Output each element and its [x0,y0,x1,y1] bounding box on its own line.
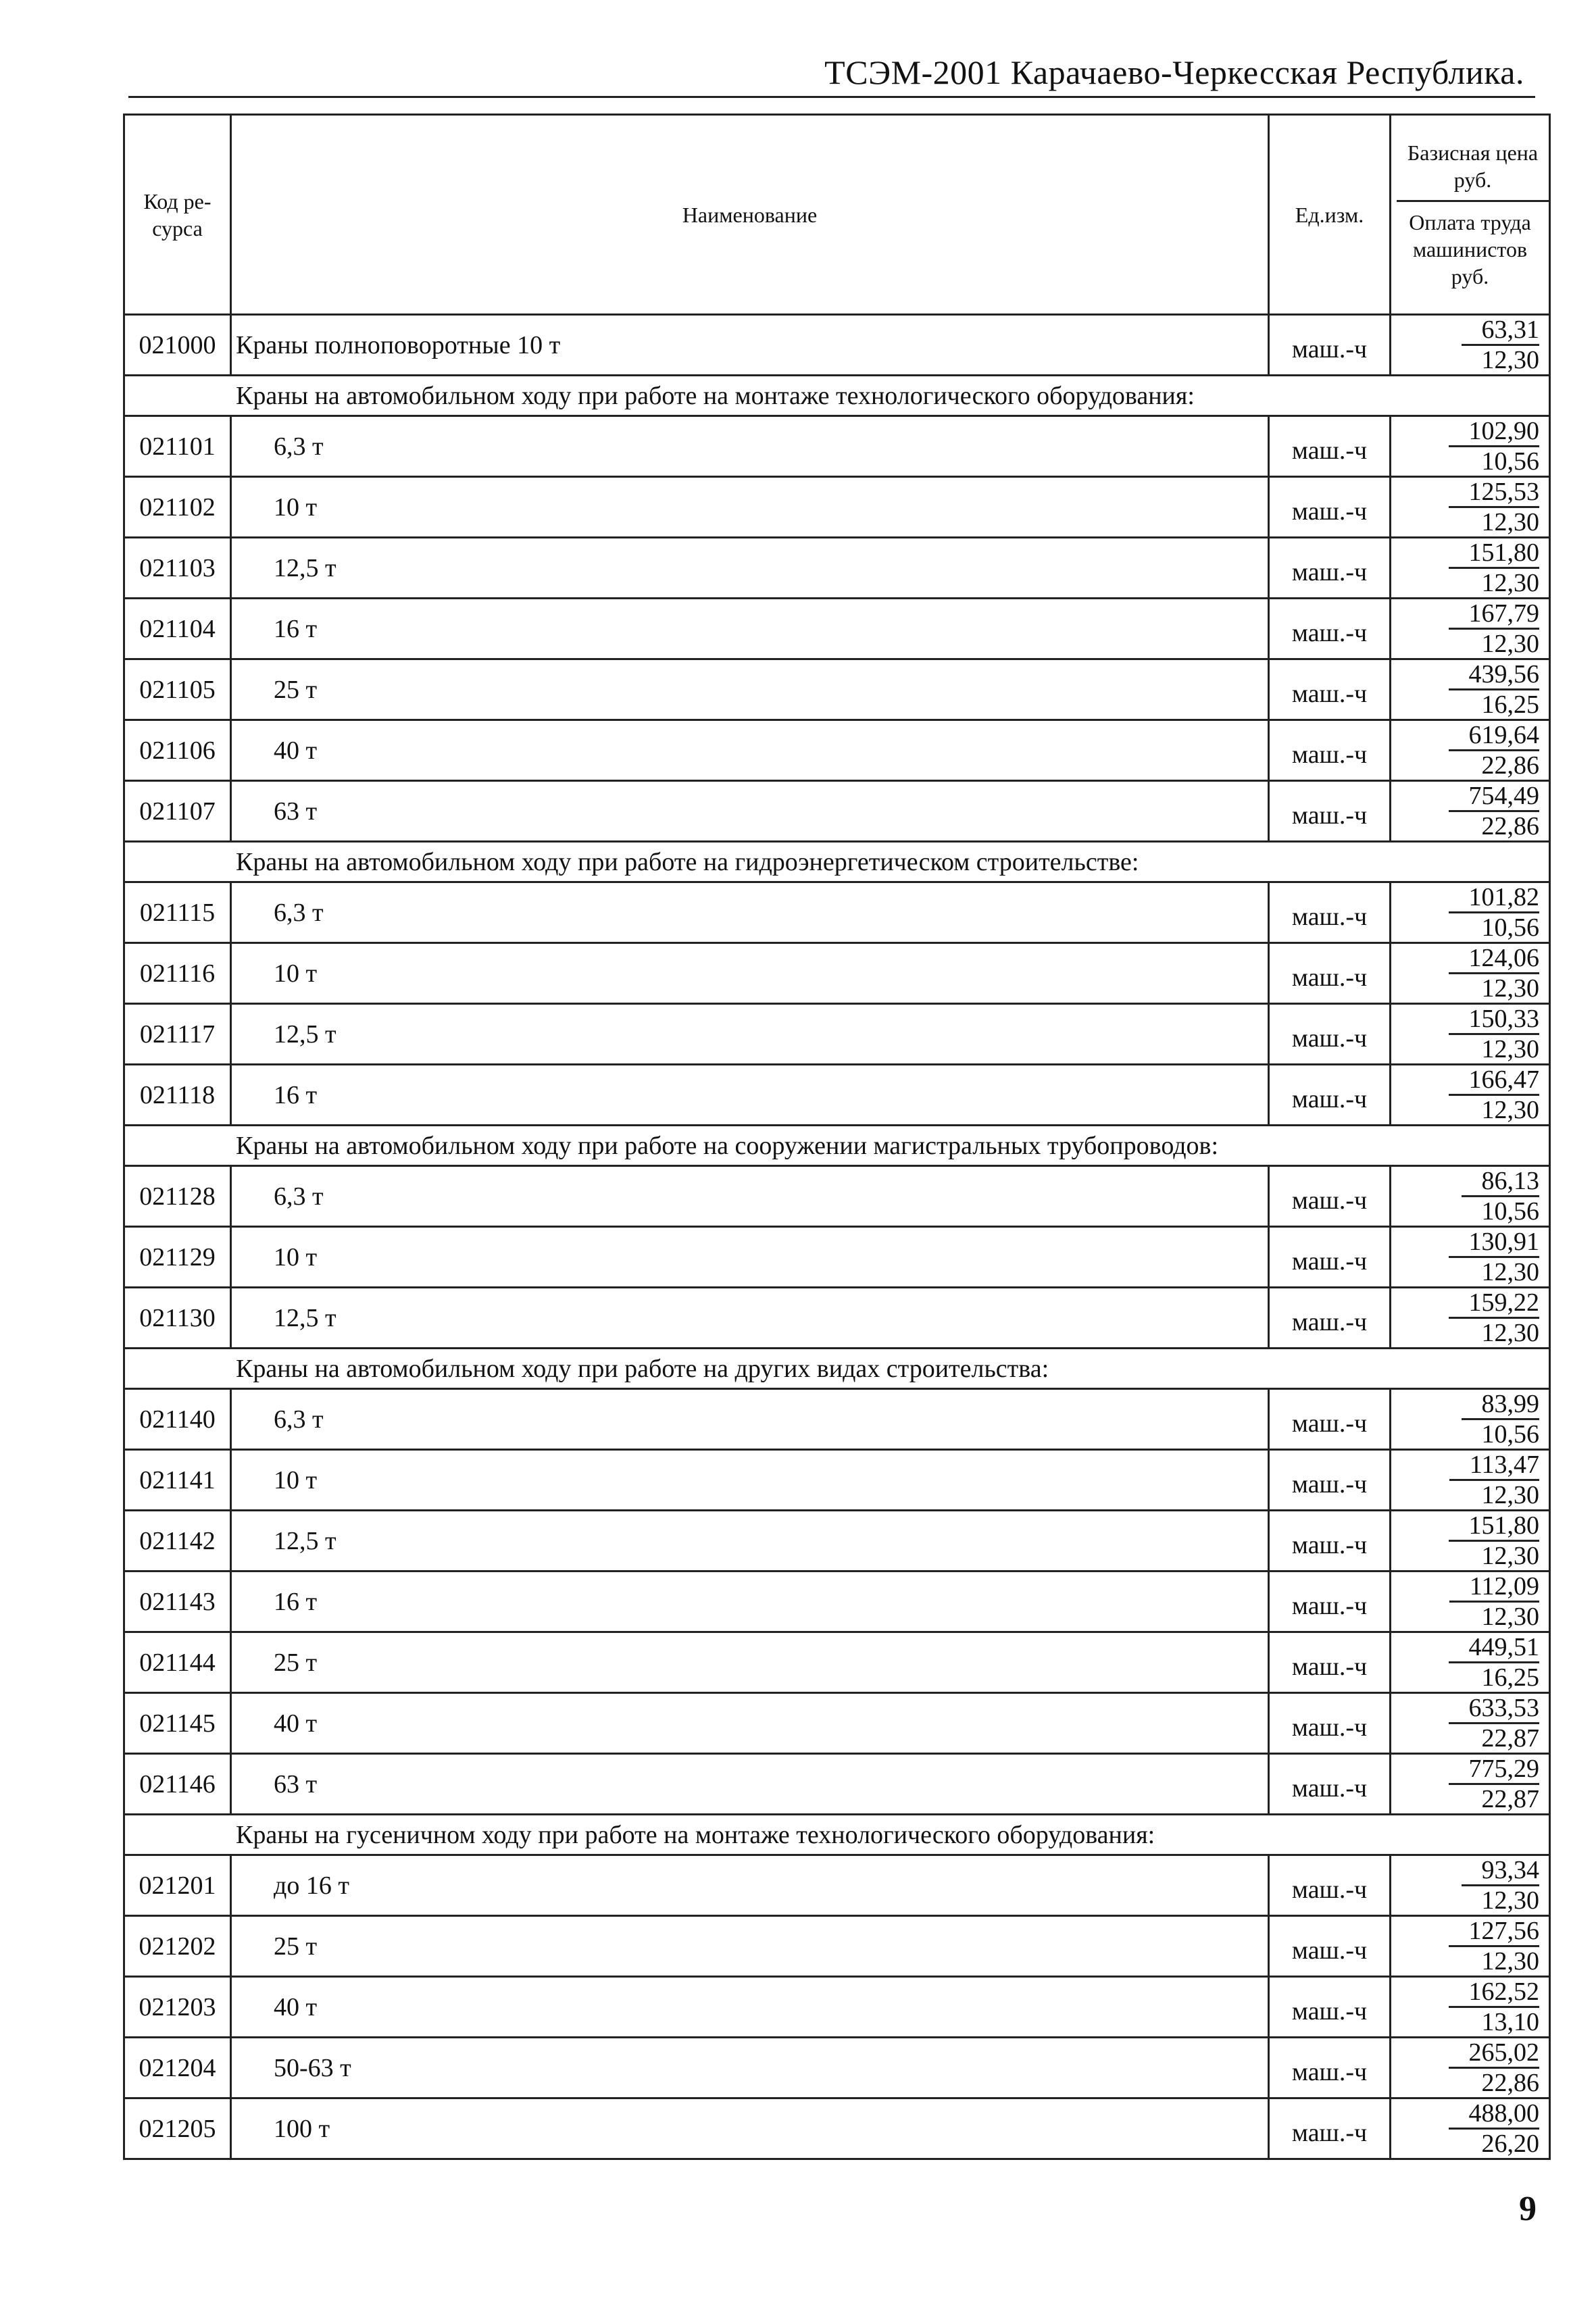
table-row [124,1227,1550,1288]
column-header-price [1391,115,1550,315]
column-header-code: Код ре-сурса [124,115,231,315]
unit-cell: маш.-ч [1269,1004,1391,1065]
section-heading-row [124,1349,1550,1389]
price-cell [1391,1632,1550,1693]
resource-name-cell: 40 т [231,1693,1269,1754]
resource-name-cell: 6,3 т [231,1389,1269,1450]
table-row [124,1916,1550,1977]
unit-cell: маш.-ч [1269,477,1391,538]
table-row [124,1288,1550,1349]
base-price-value: 439,56 [1449,660,1540,690]
resource-name-cell: 6,3 т [231,1166,1269,1227]
table-row [124,1389,1550,1450]
resource-name-cell: до 16 т [231,1855,1269,1916]
labor-price-value: 12,30 [1481,630,1539,658]
price-cell [1391,943,1550,1004]
resource-name-cell: 12,5 т [231,1004,1269,1065]
price-cell [1391,781,1550,842]
price-cell [1391,1166,1550,1227]
labor-price-value: 12,30 [1481,1319,1539,1347]
unit-cell: маш.-ч [1269,1754,1391,1815]
resource-code-cell: 021145 [124,1693,231,1754]
table-row [124,1754,1550,1815]
resource-code-cell: 021106 [124,720,231,781]
table-row [124,1632,1550,1693]
labor-price-value: 12,30 [1481,1886,1539,1915]
base-price-value: 112,09 [1449,1572,1539,1603]
resource-price-table [123,114,1551,2160]
base-price-value: 619,64 [1449,721,1540,751]
unit-cell: маш.-ч [1269,1855,1391,1916]
resource-code-cell: 021115 [124,882,231,943]
section-heading-row [124,842,1550,882]
base-price-value: 166,47 [1449,1065,1540,1096]
resource-code-cell: 021102 [124,477,231,538]
unit-cell: маш.-ч [1269,1227,1391,1288]
price-cell [1391,538,1550,599]
labor-price-value: 22,87 [1481,1785,1539,1813]
base-price-value: 159,22 [1449,1288,1540,1319]
unit-cell: маш.-ч [1269,1916,1391,1977]
resource-code-cell: 021203 [124,1977,231,2038]
unit-cell: маш.-ч [1269,599,1391,659]
unit-cell: маш.-ч [1269,2038,1391,2098]
base-price-value: 633,53 [1449,1694,1540,1724]
resource-code-cell: 021129 [124,1227,231,1288]
resource-code-cell: 021143 [124,1571,231,1632]
unit-cell: маш.-ч [1269,781,1391,842]
resource-code-cell: 021107 [124,781,231,842]
price-cell [1391,1065,1550,1126]
price-cell [1391,1977,1550,2038]
resource-code-cell: 021117 [124,1004,231,1065]
labor-price-value: 10,56 [1481,1197,1539,1226]
labor-price-value: 12,30 [1481,1947,1539,1976]
table-row [124,1571,1550,1632]
table-row [124,1166,1550,1227]
resource-code-cell: 021205 [124,2098,231,2159]
unit-cell: маш.-ч [1269,1450,1391,1511]
unit-cell: маш.-ч [1269,538,1391,599]
section-heading: Краны на автомобильном ходу при работе на гидроэнергетическом строительстве: [124,842,1550,882]
price-cell [1391,1389,1550,1450]
table-body [124,315,1550,2159]
resource-name-cell: 25 т [231,1916,1269,1977]
resource-name-cell: 10 т [231,943,1269,1004]
page-number: 9 [1519,2190,1537,2228]
unit-cell: маш.-ч [1269,943,1391,1004]
price-cell [1391,720,1550,781]
base-price-value: 151,80 [1449,1511,1540,1542]
resource-name-cell: 16 т [231,1571,1269,1632]
price-cell [1391,477,1550,538]
resource-name-cell: 10 т [231,1227,1269,1288]
section-heading-row [124,376,1550,416]
section-heading: Краны на автомобильном ходу при работе на других видах строительства: [124,1349,1550,1389]
resource-code-cell: 021144 [124,1632,231,1693]
labor-price-value: 13,10 [1481,2008,1539,2036]
unit-cell: маш.-ч [1269,1977,1391,2038]
resource-name-cell: 40 т [231,1977,1269,2038]
resource-code-cell: 021141 [124,1450,231,1511]
resource-name-cell: 12,5 т [231,538,1269,599]
price-cell [1391,1571,1550,1632]
price-cell [1391,599,1550,659]
resource-code-cell: 021142 [124,1511,231,1571]
table-row [124,1004,1550,1065]
unit-cell: маш.-ч [1269,720,1391,781]
labor-price-value: 12,30 [1481,508,1539,536]
labor-price-value: 12,30 [1481,1035,1539,1063]
price-cell [1391,1227,1550,1288]
table-row [124,781,1550,842]
resource-name-cell: 63 т [231,1754,1269,1815]
labor-price-value: 10,56 [1481,447,1539,476]
resource-name-cell: 12,5 т [231,1288,1269,1349]
section-heading-row [124,1815,1550,1855]
column-header-unit: Ед.изм. [1269,115,1391,315]
section-heading: Краны на автомобильном ходу при работе на сооружении магистральных трубопроводов: [124,1126,1550,1166]
price-cell [1391,1288,1550,1349]
price-cell [1391,882,1550,943]
resource-name-cell: Краны полноповоротные 10 т [231,315,1269,376]
price-cell [1391,1916,1550,1977]
section-heading-row [124,1126,1550,1166]
labor-price-value: 12,30 [1481,1542,1539,1570]
base-price-value: 93,34 [1462,1856,1540,1886]
labor-price-value: 10,56 [1481,1420,1539,1449]
resource-code-cell: 021128 [124,1166,231,1227]
resource-code-cell: 021140 [124,1389,231,1450]
base-price-value: 101,82 [1449,883,1540,913]
table-row [124,416,1550,477]
resource-code-cell: 021204 [124,2038,231,2098]
resource-name-cell: 25 т [231,1632,1269,1693]
table-row [124,1693,1550,1754]
resource-name-cell: 25 т [231,659,1269,720]
base-price-value: 449,51 [1449,1633,1540,1663]
labor-price-value: 12,30 [1481,1603,1539,1631]
resource-code-cell: 021118 [124,1065,231,1126]
resource-code-cell: 021201 [124,1855,231,1916]
table-row [124,882,1550,943]
base-price-value: 125,53 [1449,478,1540,508]
labor-price-value: 12,30 [1481,1258,1539,1286]
price-cell [1391,416,1550,477]
table-row [124,1450,1550,1511]
base-price-value: 150,33 [1449,1005,1540,1035]
base-price-value: 63,31 [1462,316,1540,346]
labor-price-value: 12,30 [1481,1096,1539,1124]
resource-name-cell: 10 т [231,477,1269,538]
unit-cell: маш.-ч [1269,1166,1391,1227]
table-row [124,943,1550,1004]
unit-cell: маш.-ч [1269,1065,1391,1126]
table-row [124,2038,1550,2098]
document-header-title: ТСЭМ-2001 Карачаево-Черкесская Республика. [824,53,1524,91]
unit-cell: маш.-ч [1269,1571,1391,1632]
resource-code-cell: 021130 [124,1288,231,1349]
table-row [124,315,1550,376]
unit-cell: маш.-ч [1269,1511,1391,1571]
base-price-value: 130,91 [1449,1228,1540,1258]
base-price-value: 488,00 [1449,2099,1540,2130]
table-row [124,599,1550,659]
column-header-base-price: Базисная цена руб. [1397,135,1549,202]
unit-cell: маш.-ч [1269,1288,1391,1349]
base-price-value: 113,47 [1449,1451,1539,1481]
labor-price-value: 16,25 [1481,690,1539,719]
table-row [124,1977,1550,2038]
labor-price-value: 22,86 [1481,751,1539,780]
unit-cell: маш.-ч [1269,1389,1391,1450]
resource-code-cell: 021146 [124,1754,231,1815]
table-row [124,1855,1550,1916]
price-cell [1391,1450,1550,1511]
price-cell [1391,1511,1550,1571]
base-price-value: 102,90 [1449,417,1540,447]
section-heading: Краны на гусеничном ходу при работе на монтаже технологического оборудования: [124,1815,1550,1855]
base-price-value: 83,99 [1462,1390,1540,1420]
unit-cell: маш.-ч [1269,2098,1391,2159]
table-row [124,538,1550,599]
header-divider [128,96,1535,98]
labor-price-value: 22,87 [1481,1724,1539,1753]
base-price-value: 124,06 [1449,944,1540,974]
resource-name-cell: 6,3 т [231,882,1269,943]
table-row [124,477,1550,538]
table-row [124,1065,1550,1126]
base-price-value: 167,79 [1449,599,1540,630]
resource-name-cell: 50-63 т [231,2038,1269,2098]
resource-name-cell: 10 т [231,1450,1269,1511]
price-cell [1391,1693,1550,1754]
base-price-value: 86,13 [1462,1167,1540,1197]
unit-cell: маш.-ч [1269,1632,1391,1693]
labor-price-value: 12,30 [1481,346,1539,374]
base-price-value: 162,52 [1449,1978,1540,2008]
labor-price-value: 12,30 [1481,1481,1539,1509]
labor-price-value: 12,30 [1481,974,1539,1003]
price-cell [1391,2098,1550,2159]
price-cell [1391,1004,1550,1065]
labor-price-value: 22,86 [1481,2069,1539,2097]
resource-code-cell: 021105 [124,659,231,720]
price-cell [1391,1855,1550,1916]
resource-code-cell: 021116 [124,943,231,1004]
price-cell [1391,2038,1550,2098]
resource-name-cell: 16 т [231,599,1269,659]
base-price-value: 127,56 [1449,1917,1540,1947]
resource-name-cell: 16 т [231,1065,1269,1126]
resource-name-cell: 6,3 т [231,416,1269,477]
labor-price-value: 22,86 [1481,812,1539,840]
table-row [124,1511,1550,1571]
unit-cell: маш.-ч [1269,315,1391,376]
resource-name-cell: 12,5 т [231,1511,1269,1571]
resource-code-cell: 021202 [124,1916,231,1977]
resource-code-cell: 021000 [124,315,231,376]
resource-name-cell: 100 т [231,2098,1269,2159]
resource-code-cell: 021104 [124,599,231,659]
table-row [124,720,1550,781]
base-price-value: 151,80 [1449,538,1540,569]
section-heading: Краны на автомобильном ходу при работе на монтаже технологического оборудования: [124,376,1550,416]
resource-code-cell: 021103 [124,538,231,599]
resource-name-cell: 40 т [231,720,1269,781]
unit-cell: маш.-ч [1269,882,1391,943]
price-cell [1391,315,1550,376]
unit-cell: маш.-ч [1269,1693,1391,1754]
table-row [124,659,1550,720]
unit-cell: маш.-ч [1269,659,1391,720]
column-header-name: Наименование [231,115,1269,315]
base-price-value: 265,02 [1449,2038,1540,2069]
price-cell [1391,659,1550,720]
price-cell [1391,1754,1550,1815]
table-row [124,2098,1550,2159]
resource-code-cell: 021101 [124,416,231,477]
column-header-labor-price: Оплата труда машинистов руб. [1409,210,1531,288]
labor-price-value: 16,25 [1481,1663,1539,1692]
base-price-value: 775,29 [1449,1755,1540,1785]
labor-price-value: 12,30 [1481,569,1539,597]
base-price-value: 754,49 [1449,782,1540,812]
labor-price-value: 26,20 [1481,2130,1539,2158]
resource-name-cell: 63 т [231,781,1269,842]
table-header-row [124,115,1550,315]
labor-price-value: 10,56 [1481,913,1539,942]
unit-cell: маш.-ч [1269,416,1391,477]
